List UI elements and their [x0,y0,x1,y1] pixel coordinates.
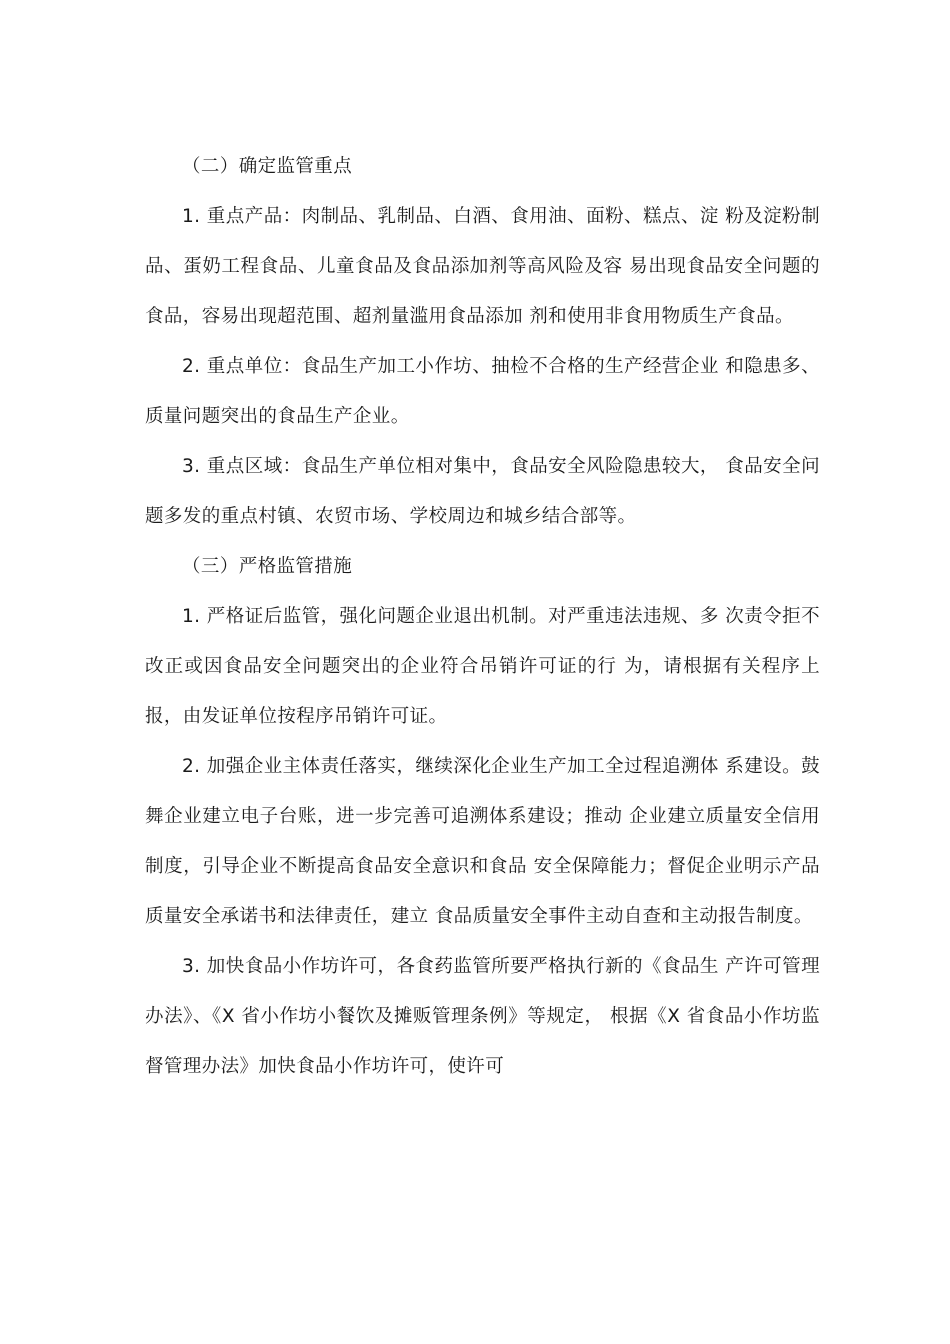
section-3-heading: （三）严格监管措施 [182,556,353,577]
enterprise-responsibility-paragraph: 2. 加强企业主体责任落实，继续深化企业生产加工全过程追溯体 系建设。鼓舞企业建立电子台账，进一步完善可追溯体系建设；推动 企业建立质量安全信用制度，引导企业不断提高食品安全意识和食品 安全保障能力；督促企业明示产品质量安全承诺书和法律责任，建立 食品质量安全事件主动自查和主动报告制度。 [145,756,820,927]
key-areas-paragraph: 3. 重点区域：食品生产单位相对集中，食品安全风险隐患较大， 食品安全问题多发的重点村镇、农贸市场、学校周边和城乡结合部等。 [145,456,820,527]
document-body [145,142,820,1092]
workshop-license-paragraph: 3. 加快食品小作坊许可，各食药监管所要严格执行新的《食品生 产许可管理办法》、《X 省小作坊小餐饮及摊贩管理条例》等规定， 根据《X 省食品小作坊监督管理办法》加快食品小作坊许可，使许可 [145,956,820,1077]
key-units-paragraph: 2. 重点单位：食品生产加工小作坊、抽检不合格的生产经营企业 和隐患多、质量问题突出的食品生产企业。 [145,356,820,427]
post-license-supervision-paragraph: 1. 严格证后监管，强化问题企业退出机制。对严重违法违规、多 次责令拒不改正或因食品安全问题突出的企业符合吊销许可证的行 为，请根据有关程序上报，由发证单位按程序吊销许可证。 [145,606,820,727]
section-2-heading: （二）确定监管重点 [182,156,353,177]
key-products-paragraph: 1. 重点产品：肉制品、乳制品、白酒、食用油、面粉、糕点、淀 粉及淀粉制品、蛋奶工程食品、儿童食品及食品添加剂等高风险及容 易出现食品安全问题的食品，容易出现超范围、超剂量滥用食品添加 剂和使用非食用物质生产食品。 [145,206,820,327]
